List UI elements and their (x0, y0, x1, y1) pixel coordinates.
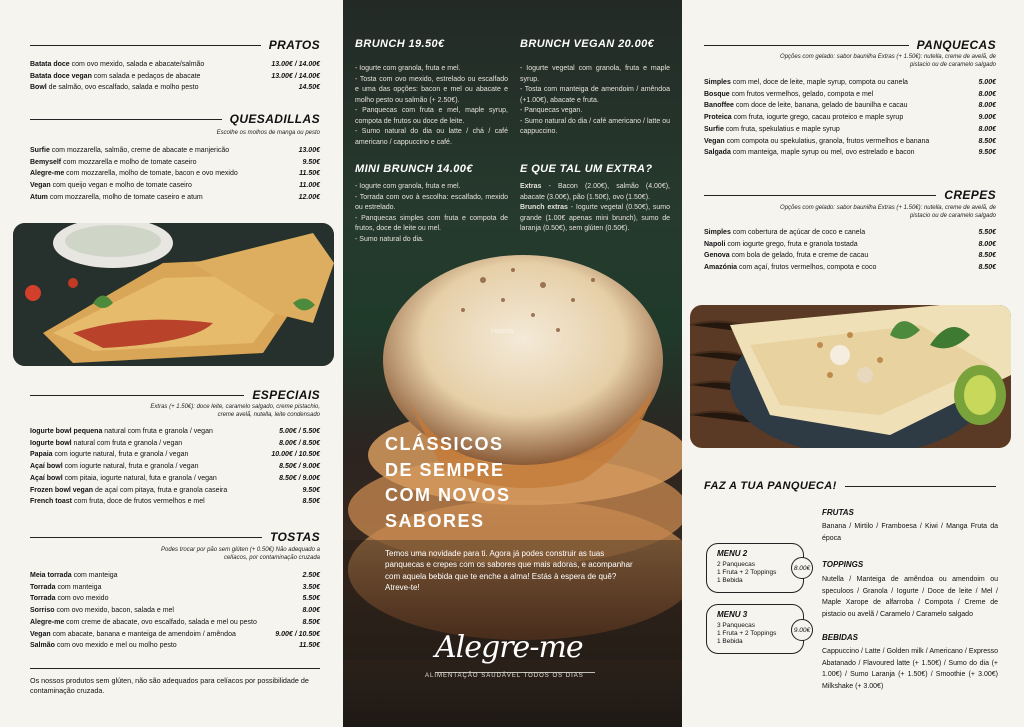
menu-item-text (30, 570, 118, 582)
menu-item-text (704, 89, 873, 101)
menu-item-text (30, 593, 108, 605)
bebidas-text: Cappuccino / Latte / Golden milk / Americano / Expresso Abatanado / Flavoured latte (+ 1.50€) / Sumo do dia (+ 1.00€) / Sumo Laranja (+ 1.50€) / Smoothie (+ 3.00€) Milkshake (+ 3.00€) (822, 648, 998, 690)
list-line: - Iogurte com granola, fruta e mel. (355, 183, 461, 190)
panquecas-list (704, 77, 996, 159)
gluten-disclaimer: Os nossos produtos sem glúten, não são adequados para celíacos por possibilidade de contaminação cruzada. (30, 676, 309, 695)
list-line: - Panquecas simples com fruta e compota de frutos, doce de leite ou mel. (355, 214, 508, 232)
menu-item-price: 11.00€ (299, 182, 320, 190)
menu-item-row (30, 485, 320, 497)
crepes-title: CREPES (944, 188, 996, 202)
menu-item-price: 8.00€ (978, 125, 996, 133)
brunch-extras-line: - Iogurte vegetal (0.50€), sumo grande (1.00€ apenas mini brunch), sumo de laranja (0.50€), sem glúten (0.50€). (520, 204, 670, 232)
menu-item-row (704, 262, 996, 274)
menu-item-row (704, 124, 996, 136)
menu-item-text (30, 145, 229, 157)
disclaimer-divider (30, 668, 320, 669)
menu-item-description: com bola de gelado, fruta e creme de cacau (729, 252, 869, 260)
tagline-line: CLÁSSICOS (385, 434, 504, 454)
brunch-vegan-title: BRUNCH VEGAN 20.00€ (520, 38, 655, 50)
menu-item-description: com ovo mexido, salada e abacate/salmão (69, 61, 205, 68)
menu-item-text (704, 136, 929, 148)
menu-item-row (30, 426, 320, 438)
menu-item-text (704, 250, 868, 262)
menu-item-name: Bosque (704, 90, 730, 98)
pratos-title: PRATOS (268, 38, 320, 52)
menu-item-name: Banoffee (704, 102, 734, 110)
menu-2-lines (717, 561, 793, 585)
menu-item-price: 5.50€ (302, 595, 320, 603)
menu-item-name: Meia torrada (30, 572, 72, 579)
list-line: 1 Fruta + 2 Toppings (717, 630, 777, 637)
menu-item-price: 9.00€ (978, 114, 996, 122)
menu-item-row (30, 168, 320, 180)
menu-item-price: 5.00€ / 5.50€ (279, 428, 320, 435)
menu-item-row (30, 157, 320, 169)
menu-item-row (30, 496, 320, 508)
menu-item-text (704, 147, 915, 159)
quesadillas-list (30, 145, 320, 204)
menu-item-price: 8.00€ (978, 90, 996, 98)
menu-item-description: com fruta, spekulatius e maple syrup (723, 125, 840, 133)
menu-item-name: Alegre-me (30, 170, 65, 178)
menu-2-title: MENU 2 (717, 549, 748, 558)
menu-item-text (30, 496, 205, 508)
list-line: - Torrada com ovo à escolha: escalfado, mexido ou estrelado. (355, 193, 508, 211)
middle-panel (343, 0, 682, 727)
menu-item-row (704, 239, 996, 251)
menu-item-row (704, 250, 996, 262)
menu-item-row (30, 59, 320, 71)
menu-item-name: Iogurte bowl pequena (30, 428, 103, 435)
list-line: - Sumo natural do dia. (355, 235, 424, 243)
menu-item-description: com mel, doce de leite, maple syrup, compota ou canela (730, 79, 908, 86)
menu-item-price: 8.50€ (978, 137, 996, 145)
brunch-vegan-list (520, 64, 670, 138)
menu-item-price: 5.50€ (978, 229, 996, 236)
menu-item-price: 8.00€ / 8.50€ (279, 439, 320, 447)
menu-item-text (30, 449, 188, 461)
menu-item-price: 8.00€ (978, 102, 996, 110)
menu-item-price: 8.00€ (978, 240, 996, 248)
menu-3-card (706, 604, 804, 654)
left-panel (0, 0, 343, 727)
menu-item-description: com ovo mexido (55, 595, 109, 603)
menu-item-text (30, 461, 199, 473)
menu-item-row (30, 71, 320, 83)
menu-item-row (30, 192, 320, 204)
menu-item-row (30, 629, 320, 641)
menu-item-description: de açaí com pitaya, fruta e granola caseira (93, 486, 228, 494)
menu-item-description: com mozzarella, molho de tomate, bacon e ovo mexido (64, 170, 238, 178)
menu-item-price: 9.00€ / 10.50€ (275, 630, 320, 638)
menu-item-name: Sorriso (30, 607, 55, 615)
menu-item-description: com cobertura de açúcar de coco e canela (730, 229, 866, 236)
menu-item-text (30, 157, 197, 169)
tagline-line: COM NOVOS (385, 485, 511, 505)
menu-item-name: Surfie (704, 125, 724, 133)
menu-item-price: 13.00€ / 14.00€ (271, 61, 320, 68)
menu-item-price: 8.50€ (978, 252, 996, 260)
menu-item-description: natural com fruta e granola / vegan (71, 439, 183, 447)
menu-item-text (30, 617, 257, 629)
menu-item-name: Batata doce (30, 61, 70, 68)
list-line: - Sumo natural do dia / café americano / latte ou cappuccino. (520, 117, 670, 135)
menu-item-description: com compota ou spekulatius, granola, frutos vermelhos e banana (724, 137, 930, 145)
especiais-header (30, 388, 320, 402)
list-line: - Sumo natural do dia ou latte / chá / café americano / cappuccino e café. (355, 128, 508, 146)
crepes-header (704, 188, 996, 202)
menu-item-name: Bowl (30, 84, 47, 92)
menu-item-text (30, 180, 192, 192)
panquecas-note: Opções com gelado: sabor baunilha Extras (+ 1.50€): nutella, creme de avelã, de pistacio ou de caramelo salgado (780, 54, 996, 68)
toppings-title: TOPPINGS (822, 560, 864, 569)
menu-item-price: 13.00€ / 14.00€ (271, 72, 320, 80)
menu-item-description: com manteiga, maple syrup ou mel, ovo estrelado e bacon (730, 149, 915, 157)
menu-3-title: MENU 3 (717, 610, 748, 619)
mini-brunch-title: MINI BRUNCH 14.00€ (355, 163, 473, 175)
menu-item-text (704, 124, 840, 136)
menu-item-description: com mozzarella, salmão, creme de abacate e manjericão (49, 147, 230, 154)
pratos-list (30, 59, 320, 94)
menu-item-text (30, 485, 227, 497)
menu-item-row (704, 227, 996, 239)
menu-2-price: 8.00€ (791, 557, 813, 579)
list-line: - Tosta com ovo mexido, estrelado ou escalfado e uma das opções: bacon e mel ou abacate e molho pesto ou salmão (+ 2.50€). (355, 75, 508, 104)
menu-item-row (30, 570, 320, 582)
menu-item-price: 12.00€ (298, 193, 320, 201)
menu-item-name: Salgada (704, 149, 731, 157)
menu-item-name: Salmão (30, 642, 55, 650)
list-line: 1 Bebida (717, 577, 743, 584)
menu-item-description: com iogurte grego, fruta e granola tostada (725, 240, 858, 248)
menu-item-text (30, 59, 204, 71)
menu-item-row (30, 640, 320, 652)
menu-item-description: com pitaia, iogurte natural, futa e granola / vegan (62, 474, 217, 482)
menu-item-description: com manteiga (55, 583, 102, 591)
extras-line: - Bacon (2.00€), salmão (4.00€), abacate (3.00€), pão (1.50€), ovo (1.50€). (520, 183, 670, 201)
menu-item-row (30, 82, 320, 94)
menu-item-row (30, 461, 320, 473)
menu-item-description: com mozzarella, molho de tomate caseiro e atum (47, 193, 203, 201)
menu-item-description: de salmão, ovo escalfado, salada e molho pesto (46, 84, 199, 92)
menu-item-name: Napoli (704, 240, 726, 248)
menu-item-text (704, 227, 865, 239)
quesadillas-note: Escolhe os molhos de manga ou pesto (216, 130, 320, 136)
tostas-header (30, 530, 320, 544)
tostas-list (30, 570, 320, 652)
menu-item-price: 9.50€ (302, 158, 320, 166)
menu-item-price: 8.00€ (302, 607, 320, 615)
list-line: - Panquecas com fruta e mel, maple syrup, compota de frutos ou doce de leite. (355, 107, 508, 125)
menu-item-text (30, 71, 200, 83)
menu-item-description: com creme de abacate, ovo escalfado, salada e mel ou pesto (64, 618, 257, 626)
menu-item-text (704, 100, 908, 112)
list-line: 3 Panquecas (717, 622, 755, 629)
extras-text (520, 182, 670, 235)
menu-item-text (30, 640, 177, 652)
crepes-note: Opções com gelado: sabor baunilha Extras (+ 1.50€): nutella, creme de avelã, de pistacio ou de caramelo salgado (780, 205, 996, 219)
menu-item-row (30, 145, 320, 157)
menu-item-description: com doce de leite, banana, gelado de baunilha e cacau (733, 102, 908, 110)
menu-item-name: Vegan (30, 630, 51, 638)
menu-item-text (704, 112, 903, 124)
menu-item-price: 8.50€ / 9.00€ (279, 463, 320, 471)
menu-item-description: com iogurte natural, fruta e granola / vegan (52, 451, 189, 459)
menu-3-lines (717, 622, 793, 646)
menu-item-name: Genova (704, 252, 730, 260)
menu-item-row (30, 473, 320, 485)
menu-item-description: com salada e pedaços de abacate (91, 72, 201, 80)
menu-item-name: Amazónia (704, 264, 738, 272)
menu-item-description: com ovo mexido e mel ou molho pesto (54, 642, 177, 650)
menu-item-name: Alegre-me (30, 618, 65, 626)
panquecas-title: PANQUECAS (916, 38, 996, 52)
extras-label: Extras (520, 183, 542, 190)
menu-item-text (30, 629, 236, 641)
especiais-note: Extras (+ 1.50€): doce leite, caramelo salgado, creme pistachio, creme avelã, nutella, leite condensado (150, 404, 320, 418)
menu-item-price: 11.50€ (299, 170, 320, 178)
tagline-line: SABORES (385, 510, 485, 531)
tagline (385, 432, 511, 534)
menu-item-row (30, 449, 320, 461)
menu-item-text (30, 82, 199, 94)
list-line: 1 Bebida (717, 638, 743, 645)
menu-item-description: com iogurte natural, fruta e granola / vegan (62, 463, 199, 471)
menu-item-row (30, 582, 320, 594)
crepe-photo (690, 305, 1011, 448)
menu-item-name: Bemyself (30, 158, 62, 166)
menu-item-name: Torrada (30, 595, 56, 603)
menu-item-name: Torrada (30, 583, 56, 591)
list-line: - Tosta com manteiga de amendoim / amêndoa (+1.00€), abacate e fruta. (520, 86, 670, 104)
menu-item-price: 3.50€ (302, 583, 320, 591)
quesadillas-title: QUESADILLAS (229, 112, 320, 126)
menu-item-text (30, 473, 217, 485)
menu-2-card (706, 543, 804, 593)
especiais-list (30, 426, 320, 508)
menu-item-name: Batata doce vegan (30, 72, 92, 80)
quesadillas-header (30, 112, 320, 126)
menu-item-description: com açaí, frutos vermelhos, compota e coco (737, 264, 877, 272)
list-line: - Iogurte com granola, fruta e mel. (355, 65, 461, 72)
menu-item-name: Frozen bowl vegan (30, 486, 94, 494)
menu-item-description: natural com fruta e granola / vegan (102, 428, 213, 435)
bebidas-title: BEBIDAS (822, 633, 859, 642)
menu-item-row (704, 77, 996, 89)
menu-item-text (704, 239, 858, 251)
quesadilla-photo (13, 223, 334, 366)
tostas-note: Podes trocar por pão sem glúten (+ 0.50€) Não adequado a celíacos, por contaminação cruzada (161, 547, 320, 561)
menu-item-description: com abacate, banana e manteiga de amendoim / amêndoa (50, 630, 236, 638)
menu-3-price: 9.00€ (791, 619, 813, 641)
menu-item-row (30, 617, 320, 629)
menu-item-row (704, 89, 996, 101)
menu-item-text (704, 77, 908, 89)
menu-item-description: com queijo vegan e molho de tomate caseiro (50, 182, 192, 190)
brunch-title: BRUNCH 19.50€ (355, 38, 445, 50)
brand-logo: Alegre-me (435, 630, 583, 665)
intro-text: Temos uma novidade para ti. Agora já podes construir as tuas panquecas e crepes com os sabores que mais adoras, e acompanhar com aquela bebida que te enche a alma! Estás à espera de quê? Atreve-te! (385, 549, 633, 592)
brunch-extras-label: Brunch extras (520, 204, 568, 211)
extras-title: E QUE TAL UM EXTRA? (520, 163, 653, 175)
right-panel (682, 0, 1024, 727)
menu-item-name: Iogurte bowl (30, 439, 72, 447)
menu-item-text (30, 438, 182, 450)
menu-item-description: com mozzarella e molho de tomate caseiro (61, 158, 197, 166)
menu-item-name: Proteica (704, 114, 732, 122)
menu-item-name: Vegan (30, 182, 51, 190)
menu-item-name: Papaia (30, 451, 53, 459)
menu-item-row (704, 100, 996, 112)
menu-item-name: Simples (704, 79, 731, 86)
menu-item-text (30, 168, 238, 180)
menu-item-name: Açaí bowl (30, 463, 63, 471)
tostas-title: TOSTAS (270, 530, 320, 544)
menu-item-name: Vegan (704, 137, 725, 145)
menu-item-row (704, 136, 996, 148)
menu-item-price: 11.50€ (299, 642, 320, 650)
list-line: - Iogurte vegetal com granola, fruta e maple syrup. (520, 65, 670, 83)
menu-item-price: 10.00€ / 10.50€ (271, 451, 320, 459)
toppings-text: Nutella / Manteiga de amêndoa ou amendoim ou speculoos / Granola / Iogurte / Doce de leite / Mel / Maple Xarope de alfarroba / Compota / Creme de pistacio ou avelã / Caramelo / Caramelo salgado (822, 576, 998, 618)
menu-item-row (30, 605, 320, 617)
menu-item-row (30, 593, 320, 605)
menu-item-price: 5.00€ (978, 79, 996, 86)
menu-item-price: 8.50€ (302, 618, 320, 626)
menu-item-name: Simples (704, 229, 731, 236)
panquecas-header (704, 38, 996, 52)
list-line: - Panquecas vegan. (520, 107, 583, 114)
menu-item-description: com ovo mexido, bacon, salada e mel (54, 607, 174, 615)
menu-item-description: com frutos vermelhos, gelado, compota e mel (729, 90, 874, 98)
menu-item-price: 13.00€ (298, 147, 320, 154)
mini-brunch-list (355, 182, 508, 245)
menu-item-price: 8.50€ (302, 498, 320, 506)
menu-item-description: com fruta, doce de frutos vermelhos e mel (72, 498, 205, 506)
list-line: 2 Panquecas (717, 561, 755, 568)
menu-item-price: 14.50€ (298, 84, 320, 92)
menu-item-price: 2.50€ (302, 572, 320, 579)
menu-item-text (704, 262, 876, 274)
brunch-list (355, 64, 508, 148)
menu-item-text (30, 426, 213, 438)
photo-watermark: Hatenb (491, 328, 514, 335)
faz-title: FAZ A TUA PANQUECA! (704, 480, 837, 492)
menu-item-name: Açaí bowl (30, 474, 63, 482)
menu-item-row (704, 147, 996, 159)
menu-item-text (30, 582, 101, 594)
frutas-text: Banana / Mirtilo / Framboesa / Kiwi / Manga Fruta da época (822, 523, 998, 542)
menu-item-row (30, 180, 320, 192)
brand-subtitle: ALIMENTAÇÃO SAUDÁVEL TODOS OS DIAS (425, 673, 584, 679)
menu-item-name: French toast (30, 498, 73, 506)
pratos-header (30, 38, 320, 52)
menu-item-row (704, 112, 996, 124)
tagline-line: DE SEMPRE (385, 459, 505, 480)
menu-item-price: 8.50€ / 9.00€ (279, 474, 320, 482)
menu-item-text (30, 192, 203, 204)
menu-item-description: com manteiga (71, 572, 118, 579)
menu-item-text (30, 605, 174, 617)
crepes-list (704, 227, 996, 274)
menu-item-price: 9.50€ (302, 486, 320, 494)
menu-item-row (30, 438, 320, 450)
menu-item-description: com fruta, iogurte grego, cacau proteico e maple syrup (731, 114, 904, 122)
menu-item-name: Atum (30, 193, 48, 201)
menu-item-price: 9.50€ (978, 149, 996, 157)
menu-item-name: Surfie (30, 147, 50, 154)
faz-header (704, 480, 996, 492)
frutas-title: FRUTAS (822, 508, 854, 517)
especiais-title: ESPECIAIS (252, 388, 320, 402)
list-line: 1 Fruta + 2 Toppings (717, 569, 777, 576)
menu-item-price: 8.50€ (978, 264, 996, 272)
